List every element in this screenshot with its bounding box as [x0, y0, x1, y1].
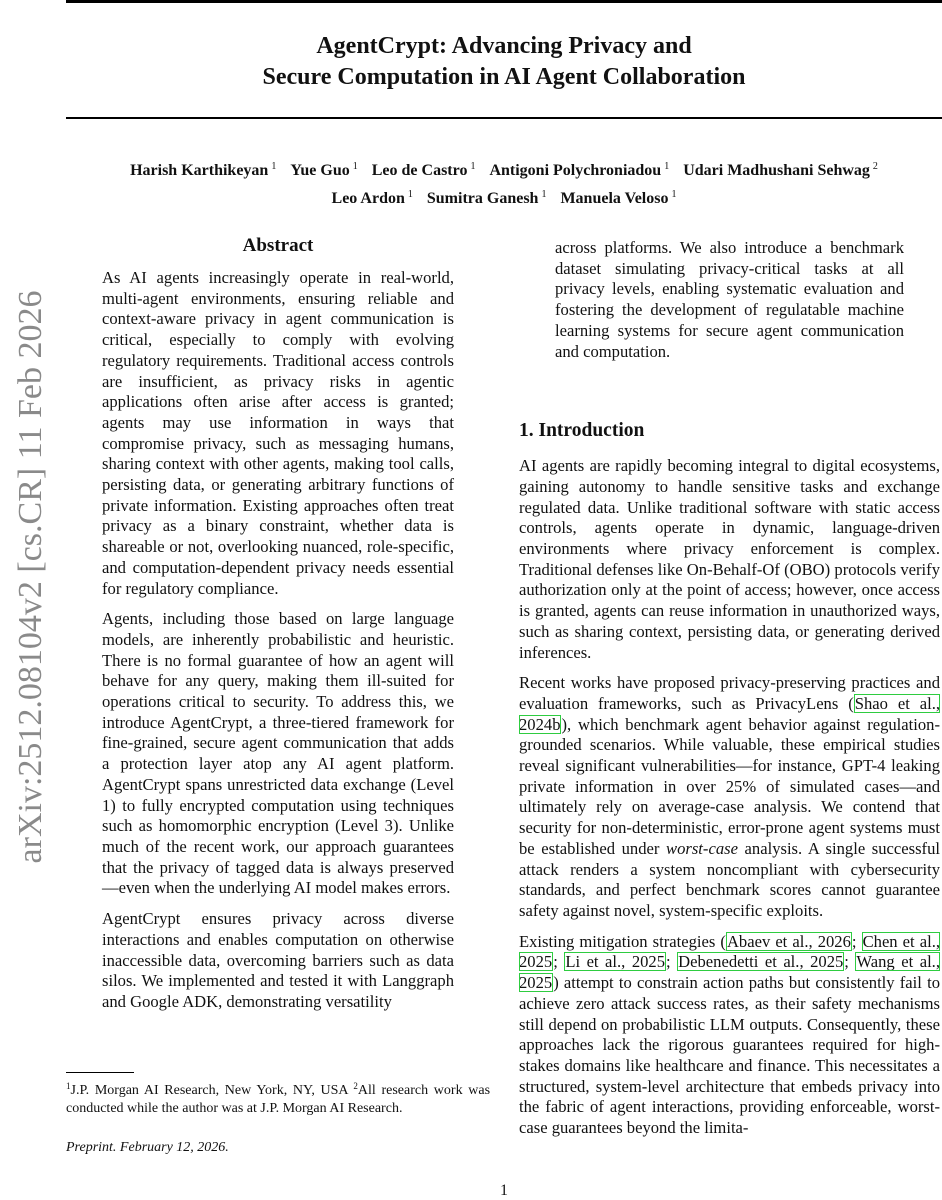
abstract-paragraph-2: Agents, including those based on large language models, are inherently probabilistic and heuristic. There is no formal guarantee of how an agent will behave for any query, making them ill-suited for operations critical to security. To address this, we introduce AgentCrypt, a three-tiered framework for fine-grained, secure agent communication that adds a protection layer atop any AI agent platform. AgentCrypt spans unrestricted data exchange (Level 1) to fully encrypted computation using techniques such as homomorphic encryption (Level 3). Unlike much of the recent work, our approach guarantees that the privacy of tagged data is always preserved—even when the underlying AI model makes errors.	[102, 609, 454, 898]
author: Udari Madhushani Sehwag $^2$	[683, 161, 878, 179]
left-column	[102, 233, 454, 1023]
abstract-heading: Abstract	[242, 235, 314, 256]
paper-title	[66, 31, 942, 93]
affiliation-footnote: $^1$J.P. Morgan AI Research, New York, NY, USA $^2$All research work was conducted while the author was at J.P. Morgan AI Research.	[66, 1081, 491, 1116]
abstract-paragraph-1: As AI agents increasingly operate in real-world, multi-agent environments, ensuring reliable and context-aware privacy in agent communication is critical, especially to comply with evolving regulatory requirements. Traditional access controls are insufficient, as privacy risks in agentic applications often arise after access is granted; agents may use information in ways that compromise privacy, such as messaging humans, sharing context with other agents, making tool calls, persisting data, or generating arbitrary functions of private information. Existing approaches often treat privacy as a binary constraint, whether data is shareable or not, overlooking nuanced, role-specific, and computation-dependent privacy needs essential for regulatory compliance.	[102, 268, 454, 598]
top-title-rule	[66, 0, 942, 3]
intro-paragraph-3: Existing mitigation strategies (Abaev et al., 2026; Chen et al., 2025; Li et al., 2025; Debenedetti et al., 2025; Wang et al., 2025) attempt to constrain action paths but consistently fail to achieve zero attack success rates, as their safety mechanisms still depend on probabilistic LLM outputs. Consequently, these approaches lack the rigorous guarantees required for high-stakes domains like healthcare and finance. This necessitates a structured, system-level architecture that embeds privacy into the fabric of agent interactions, providing enforceable, worst-case guarantees beyond the limita-	[519, 931, 940, 1138]
author: Antigoni Polychroniadou $^1$	[489, 161, 670, 179]
author: Harish Karthikeyan $^1$	[130, 161, 277, 179]
title-line-2: Secure Computation in AI Agent Collaboration	[262, 64, 746, 90]
abstract-continuation: across platforms. We also introduce a benchmark dataset simulating privacy-critical tasks at all privacy levels, enabling systematic evaluation and fostering the development of regulatable machine learning systems for secure agent communication and computation.	[555, 238, 904, 361]
preprint-date: Preprint. February 12, 2026.	[66, 1140, 229, 1155]
author-list	[66, 155, 942, 211]
author: Leo de Castro $^1$	[371, 161, 476, 179]
intro-paragraph-2: Recent works have proposed privacy-preserving practices and evaluation frameworks, such as PrivacyLens (Shao et al., 2024b), which benchmark agent behavior against regulation-grounded scenarios. While valuable, these empirical studies reveal significant vulnerabilities—for instance, GPT-4 leaking private information in over 25% of simulated cases—and ultimately rely on average-case analysis. We contend that security for non-deterministic, error-prone agent systems must be established under worst-case analysis. A single successful attack renders a system noncompliant with cybersecurity standards, and perfect benchmark scores cannot guarantee safety against novel, system-specific exploits.	[519, 673, 940, 920]
title-line-1: AgentCrypt: Advancing Privacy and	[316, 33, 692, 59]
bottom-title-rule	[66, 117, 942, 119]
section-heading-introduction: 1. Introduction	[519, 420, 645, 442]
arxiv-identifier-stamp: arXiv:2512.08104v2 [cs.CR] 11 Feb 2026	[12, 290, 49, 864]
author: Sumitra Ganesh $^1$	[426, 189, 547, 207]
citation-link[interactable]: Li et al., 2025	[565, 952, 666, 972]
citation-link[interactable]: Chen et al., 2025	[519, 931, 940, 972]
page-number: 1	[500, 1182, 508, 1199]
author: Yue Guo $^1$	[290, 161, 358, 179]
abstract-paragraph-3: AgentCrypt ensures privacy across diverse interactions and enables computation on otherwise inaccessible data, overcoming barriers such as data silos. We implemented and tested it with Langgraph and Google ADK, demonstrating versatility	[102, 909, 454, 1011]
author-line-1	[66, 155, 942, 183]
author: Manuela Veloso $^1$	[560, 189, 677, 207]
citation-link[interactable]: Abaev et al., 2026	[726, 931, 851, 951]
citation-link[interactable]: Wang et al., 2025	[519, 952, 940, 993]
author-line-2	[66, 183, 942, 211]
intro-paragraph-1: AI agents are rapidly becoming integral to digital ecosystems, gaining autonomy to handle sensitive tasks and exchange regulated data. Unlike traditional software with static access controls, agents operate in dynamic, language-driven environments where privacy enforcement is complex. Traditional defenses like On-Behalf-Of (OBO) protocols verify authorization only at the point of access; however, once access is granted, agents can reuse information in unauthorized ways, such as sharing context, persisting data, or generating derived inferences.	[519, 456, 940, 662]
author: Leo Ardon $^1$	[331, 189, 413, 207]
right-column	[519, 238, 940, 1149]
citation-link[interactable]: Debenedetti et al., 2025	[678, 952, 844, 972]
footnote-rule	[66, 1072, 134, 1073]
citation-link[interactable]: Shao et al., 2024b	[519, 693, 940, 734]
emphasis-text: worst-case	[666, 838, 738, 858]
